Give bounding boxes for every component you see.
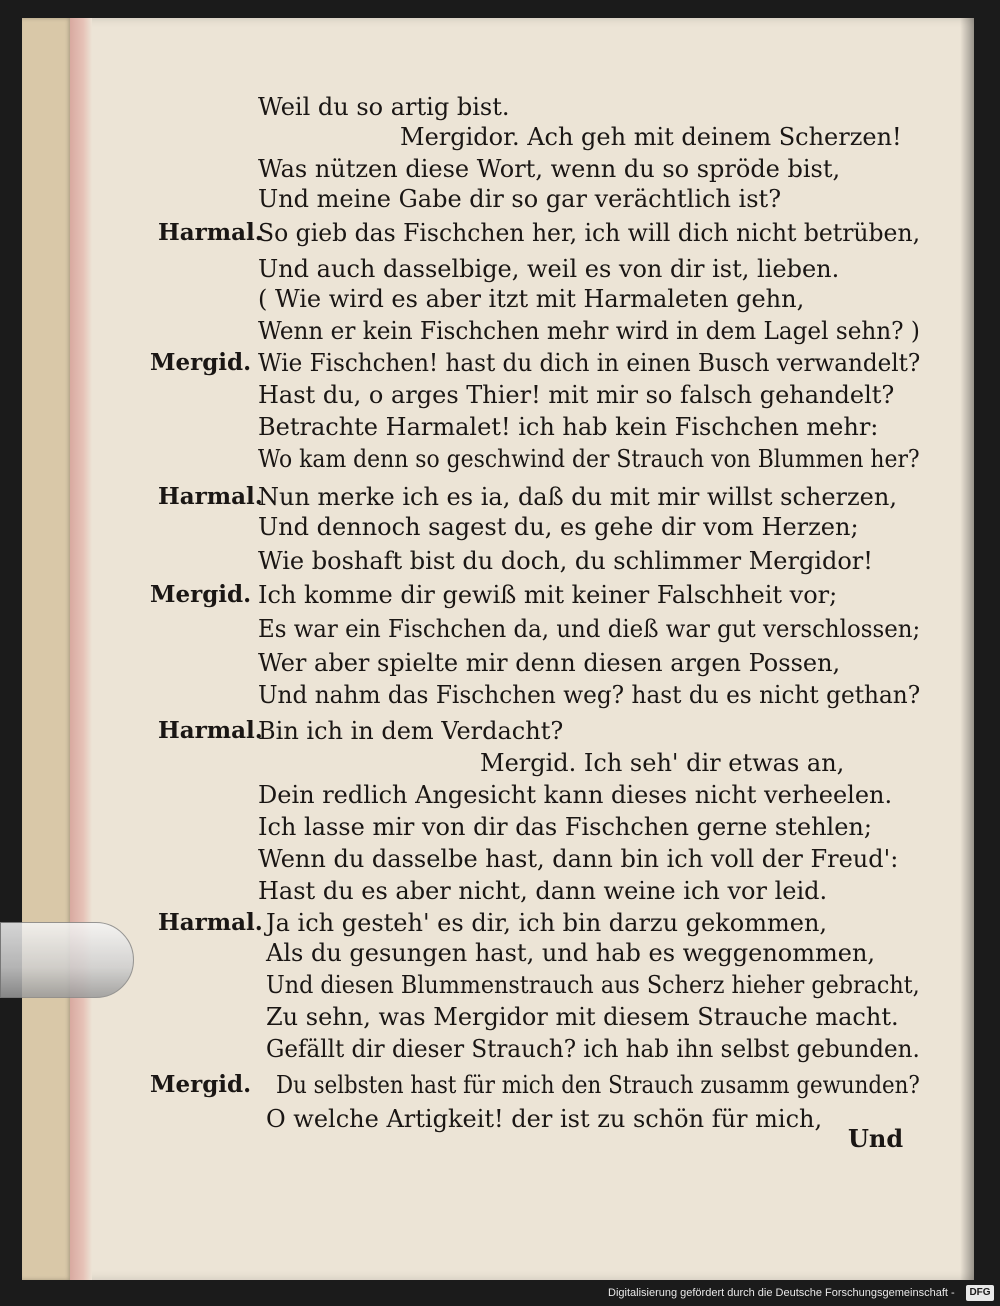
verse-line: Was nützen diese Wort, wenn du so spröde bist,	[258, 155, 841, 183]
dfg-logo: DFG	[966, 1285, 994, 1301]
verse-line: Wo kam denn so geschwind der Strauch von Blummen her?	[258, 445, 920, 473]
catchword: Und	[848, 1124, 904, 1153]
verse-line: Mergidor. Ach geh mit deinem Scherzen!	[400, 123, 902, 151]
verse-line: Wer aber spielte mir denn diesen argen Possen,	[258, 649, 841, 677]
verse-line: Weil du so artig bist.	[258, 93, 510, 121]
digitization-credit: Digitalisierung gefördert durch die Deutsche Forschungsgemeinschaft -	[608, 1287, 955, 1299]
verse-line: Ja ich gesteh' es dir, ich bin darzu gekommen,	[266, 909, 828, 937]
verse-line: Als du gesungen hast, und hab es weggenommen,	[266, 939, 876, 967]
verse-line: So gieb das Fischchen her, ich will dich nicht betrüben,	[258, 219, 921, 247]
verse-line: Ich komme dir gewiß mit keiner Falschheit vor;	[258, 581, 838, 609]
verse-line: Du selbsten hast für mich den Strauch zusamm gewunden?	[276, 1071, 920, 1099]
speaker-label: Mergid.	[150, 581, 252, 608]
verse-line: O welche Artigkeit! der ist zu schön für mich,	[266, 1105, 823, 1133]
verse-line: Wenn er kein Fischchen mehr wird in dem Lagel sehn? )	[258, 317, 920, 345]
verse-line: Es war ein Fischchen da, und dieß war gut verschlossen;	[258, 615, 921, 643]
speaker-label: Mergid.	[150, 1071, 252, 1098]
verse-line: Wie Fischchen! hast du dich in einen Busch verwandelt?	[258, 349, 921, 377]
speaker-label: Mergid.	[150, 349, 252, 376]
verse-line: Zu sehn, was Mergidor mit diesem Strauche macht.	[266, 1003, 899, 1031]
verse-line: Betrachte Harmalet! ich hab kein Fischchen mehr:	[258, 413, 879, 441]
speaker-label: Harmal.	[158, 219, 263, 246]
verse-line: Ich lasse mir von dir das Fischchen gerne stehlen;	[258, 813, 872, 841]
verse-line: Nun merke ich es ia, daß du mit mir willst scherzen,	[258, 483, 897, 511]
verse-line: Wenn du dasselbe hast, dann bin ich voll der Freud':	[258, 845, 899, 873]
verse-line: Hast du, o arges Thier! mit mir so falsch gehandelt?	[258, 381, 895, 409]
verse-line: Und diesen Blummenstrauch aus Scherz hieher gebracht,	[266, 971, 920, 999]
speaker-label: Harmal.	[158, 909, 263, 936]
verse-line: Wie boshaft bist du doch, du schlimmer Mergidor!	[258, 547, 873, 575]
book-cover-edge	[22, 18, 72, 1280]
verse-line: Bin ich in dem Verdacht?	[258, 717, 564, 745]
verse-line: Hast du es aber nicht, dann weine ich vor leid.	[258, 877, 828, 905]
page-right-shadow	[960, 18, 974, 1280]
verse-line: Und dennoch sagest du, es gehe dir vom Herzen;	[258, 513, 859, 541]
speaker-label: Harmal.	[158, 717, 263, 744]
verse-line: Mergid. Ich seh' dir etwas an,	[480, 749, 845, 777]
page-clip	[0, 922, 134, 998]
verse-line: ( Wie wird es aber itzt mit Harmaleten gehn,	[258, 285, 805, 313]
verse-line: Gefällt dir dieser Strauch? ich hab ihn selbst gebunden.	[266, 1035, 920, 1063]
verse-line: Und meine Gabe dir so gar verächtlich ist?	[258, 185, 782, 213]
speaker-label: Harmal.	[158, 483, 263, 510]
verse-line: Dein redlich Angesicht kann dieses nicht verheelen.	[258, 781, 893, 809]
page-gutter-edge	[70, 18, 92, 1280]
verse-line: Und auch dasselbige, weil es von dir ist, lieben.	[258, 255, 840, 283]
verse-line: Und nahm das Fischchen weg? hast du es nicht gethan?	[258, 681, 921, 709]
